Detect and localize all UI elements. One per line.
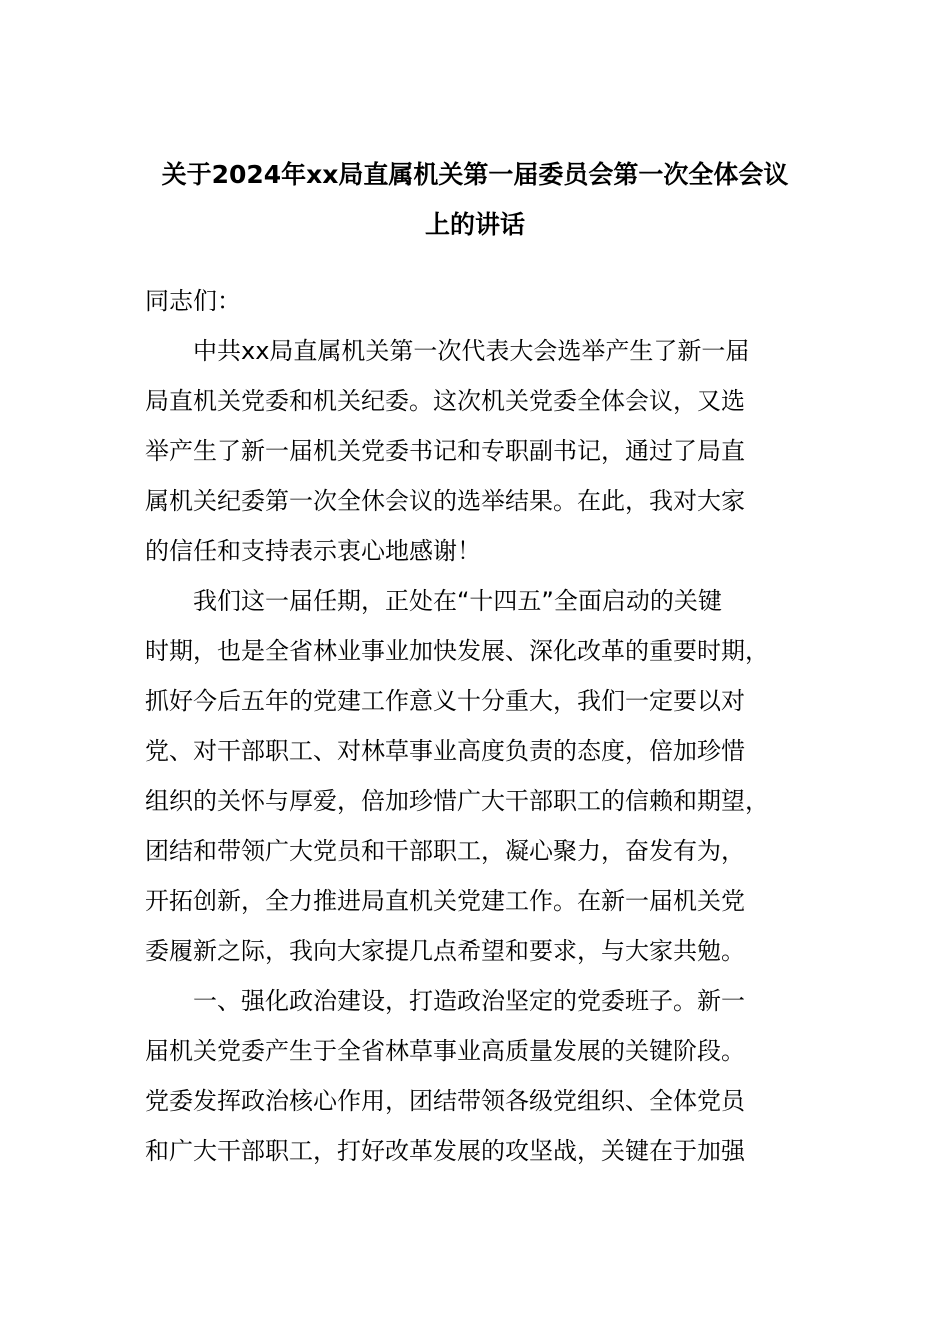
body-line: 我们这一届任期，正处在“十四五”全面启动的关键	[145, 587, 722, 615]
body-line: 届机关党委产生于全省林草事业高质量发展的关键阶段。	[145, 1037, 745, 1065]
body-line: 的信任和支持表示衷心地感谢！	[145, 537, 481, 565]
body-line: 党委发挥政治核心作用，团结带领各级党组织、全体党员	[145, 1087, 745, 1115]
body-line: 委履新之际，我向大家提几点希望和要求，与大家共勉。	[145, 937, 745, 965]
body-line: 党、对干部职工、对林草事业高度负责的态度，倍加珍惜	[145, 737, 745, 765]
body-line: 局直机关党委和机关纪委。这次机关党委全体会议，又选	[145, 387, 745, 415]
body-line: 属机关纪委第一次全休会议的选举结果。在此，我对大家	[145, 487, 745, 515]
document-title-line-2: 上的讲话	[424, 210, 525, 239]
body-line: 一、强化政治建设，打造政治坚定的党委班子。新一	[145, 987, 745, 1015]
body-line: 团结和带领广大党员和干部职工，凝心聚力，奋发有为，	[145, 837, 745, 865]
body-line: 中共xx局直属机关第一次代表大会选举产生了新一届	[145, 337, 750, 365]
body-line: 抓好今后五年的党建工作意义十分重大，我们一定要以对	[145, 687, 745, 715]
body-line: 和广大干部职工，打好改革发展的攻坚战，关键在于加强	[145, 1137, 745, 1165]
body-line: 组织的关怀与厚爱，倍加珍惜广大干部职工的信赖和期望，	[145, 787, 769, 815]
body-line: 举产生了新一届机关党委书记和专职副书记，通过了局直	[145, 437, 745, 465]
salutation: 同志们：	[145, 287, 241, 315]
body-line: 时期，也是全省林业事业加快发展、深化改革的重要时期，	[145, 637, 769, 665]
body-line: 开拓创新，全力推进局直机关党建工作。在新一届机关党	[145, 887, 745, 915]
document-title-line-1: 关于2024年xx局直属机关第一届委员会第一次全体会议	[161, 160, 789, 189]
